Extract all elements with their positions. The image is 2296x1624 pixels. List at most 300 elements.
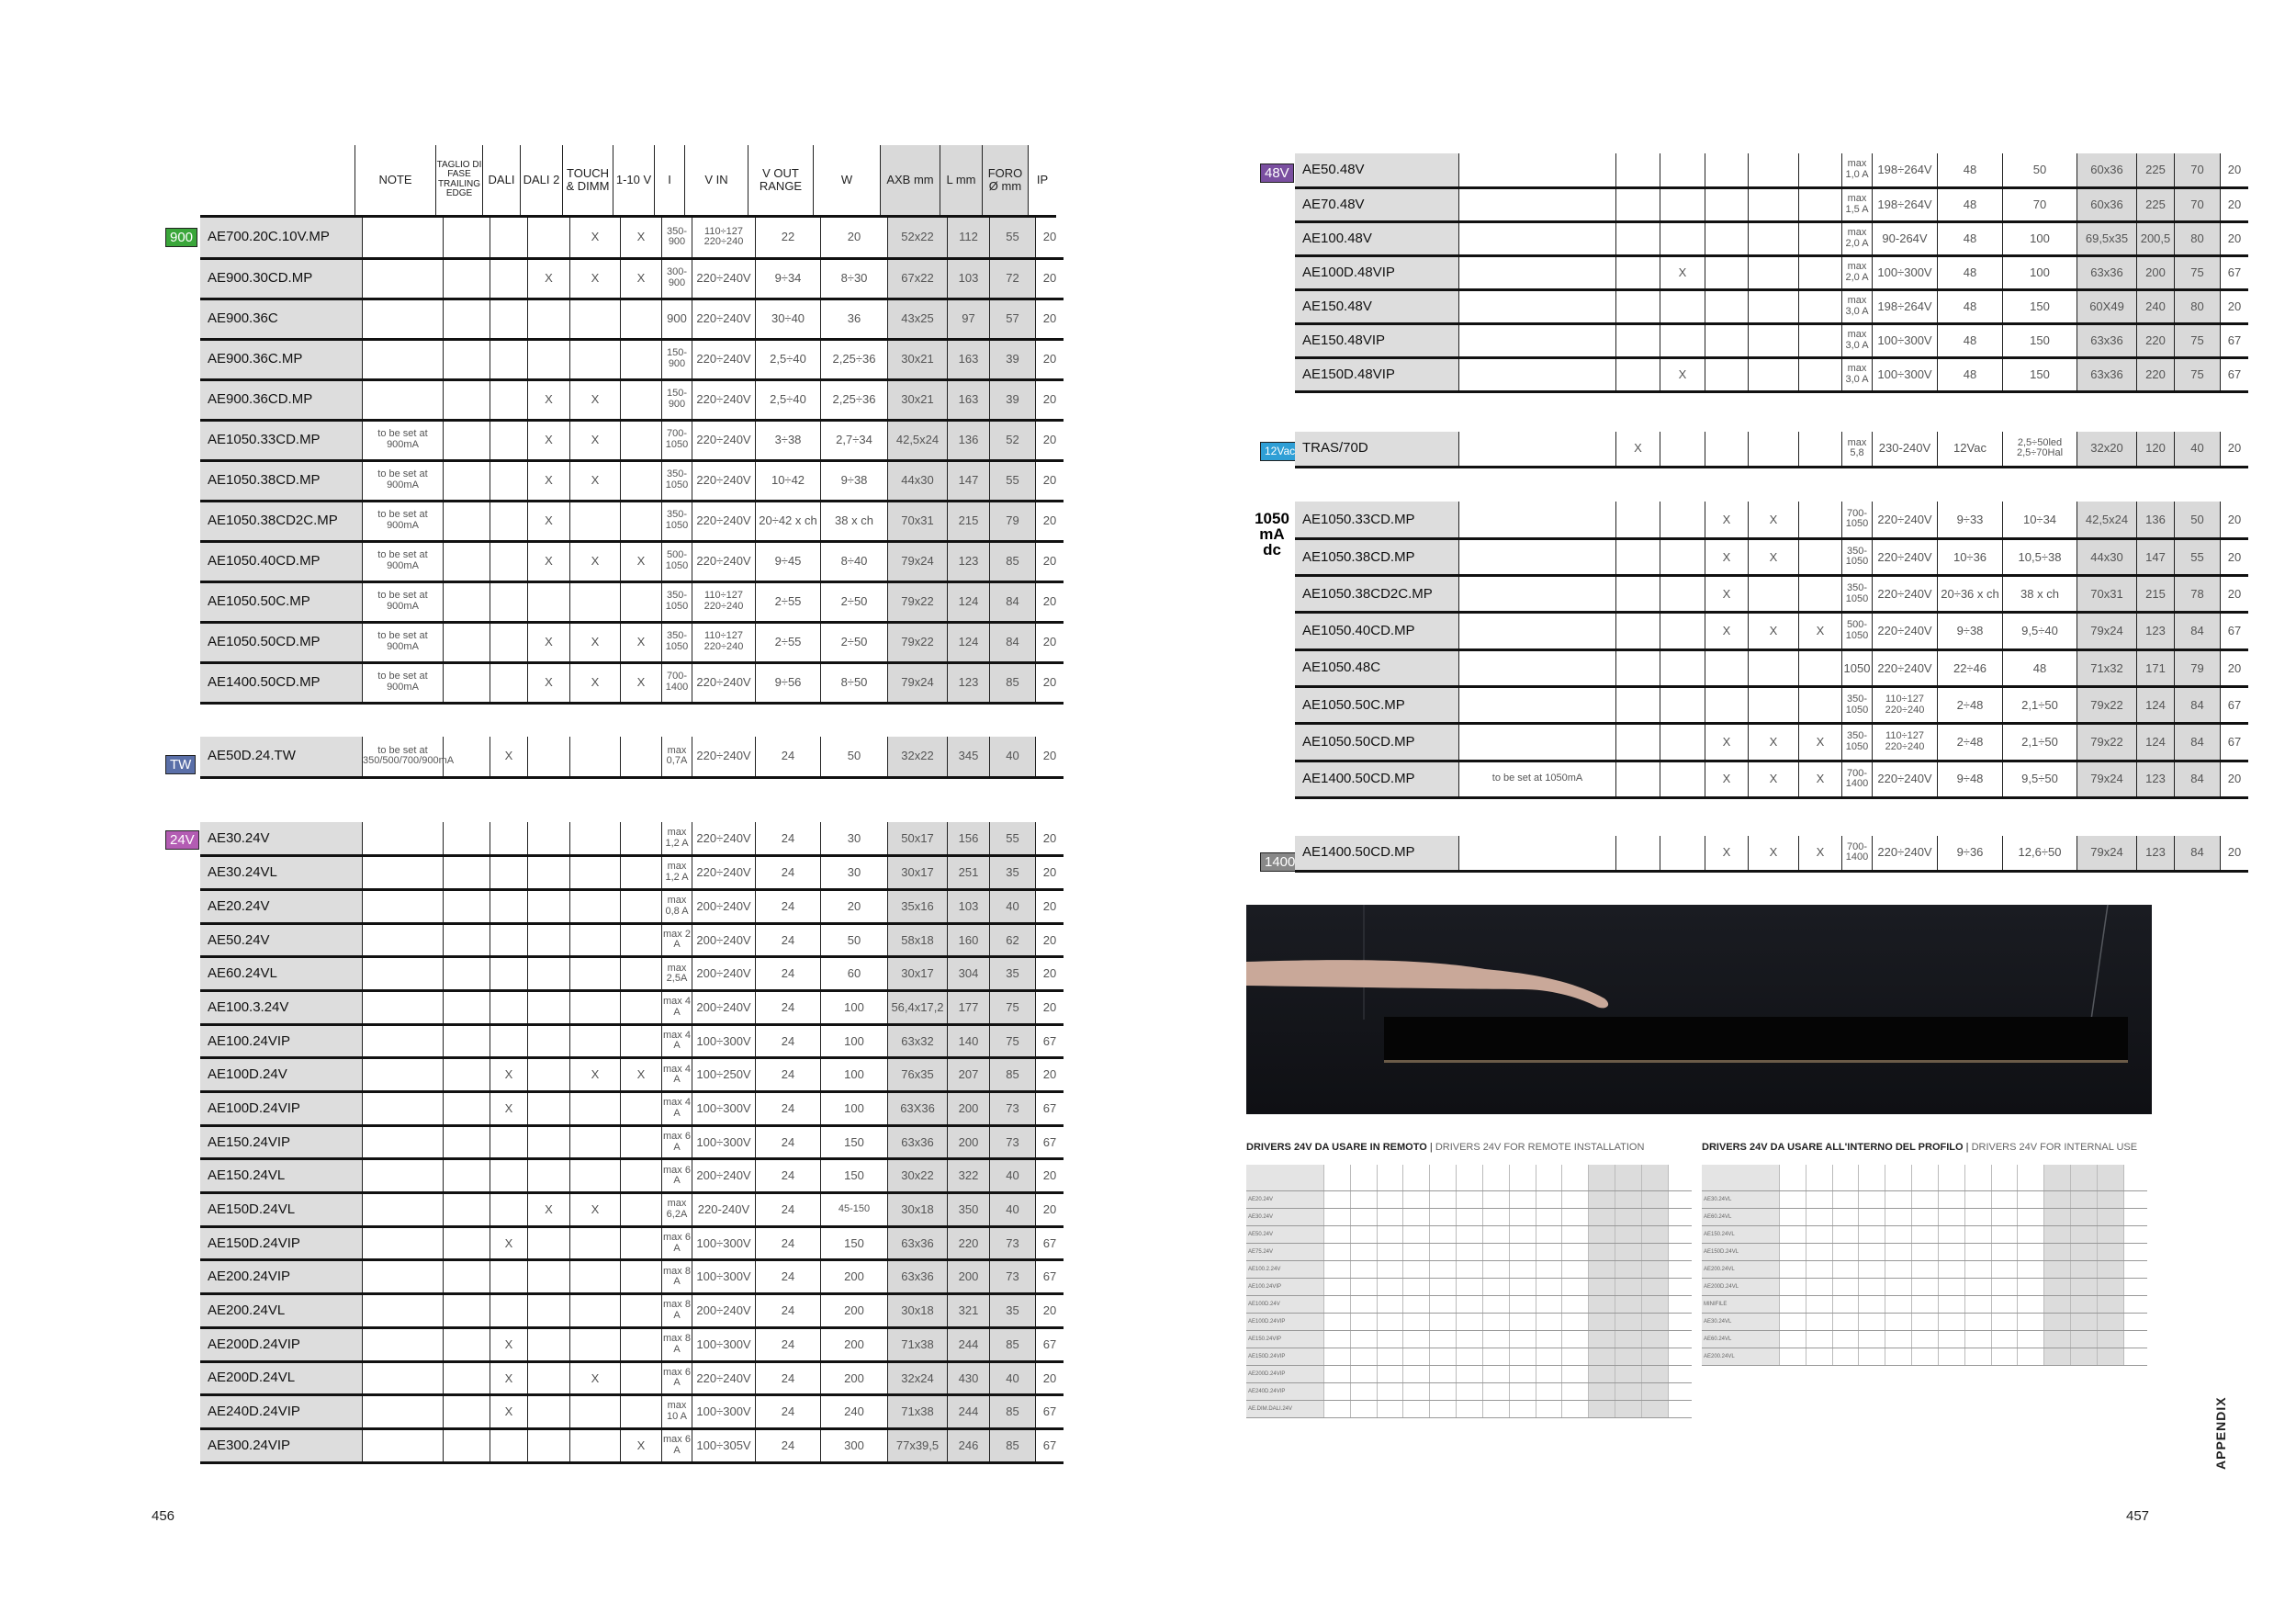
spec-cell: 8÷40 [821,541,888,581]
tag-12vac: 12Vac [1260,442,1300,461]
mini-cell [1938,1331,1964,1348]
mini-cell [1859,1244,1885,1261]
spec-cell [1749,153,1799,187]
spec-cell [490,460,528,501]
g900-row [200,420,1064,460]
spec-cell: to be set at 900mA [363,622,444,662]
spec-cell [1616,289,1660,323]
mini-cell [1615,1279,1641,1296]
spec-cell: 85 [990,662,1036,703]
spec-cell: 75 [2175,255,2221,289]
mini-cell [1324,1314,1351,1331]
mini-header-cell [1938,1165,1964,1191]
mini-cell [1403,1331,1430,1348]
right-table-1050 [1295,502,2248,799]
mini-cell [1991,1279,2018,1296]
spec-cell [621,737,662,777]
spec-cell: 350-1050 [662,622,692,662]
mini-cell [2070,1209,2097,1226]
column-header: L mm [940,145,983,216]
spec-cell: 350-900 [662,218,692,258]
spec-cell: 123 [948,662,990,703]
g24v-row [200,1058,1064,1092]
spec-cell: 40 [990,1361,1036,1395]
mini-cell [1430,1191,1457,1209]
g1050-row [1295,538,2248,575]
spec-cell [490,1024,528,1058]
spec-cell [1799,323,1842,357]
spec-cell: 67 [2221,323,2249,357]
spec-cell [1799,686,1842,723]
mini-cell [2044,1296,2071,1314]
page-number-left: 456 [152,1508,175,1524]
mini-cell [1589,1191,1615,1209]
mini-cell [1806,1314,1832,1331]
spec-cell: max 1,0 A [1842,153,1873,187]
mini-cell [2097,1348,2123,1366]
spec-cell: 20 [1036,856,1064,890]
spec-cell: 9÷48 [1938,761,2003,797]
mini-cell [1806,1331,1832,1348]
g900-row [200,339,1064,379]
spec-cell: 2÷55 [756,581,821,622]
mini-cell [1536,1296,1562,1314]
mini-header-cell [1246,1165,1324,1191]
spec-cell [1459,221,1616,255]
mini-cell [1641,1226,1668,1244]
spec-cell: X [1749,613,1799,649]
spec-cell [621,339,662,379]
spec-cell: 246 [948,1428,990,1462]
spec-cell: X [570,379,621,420]
spec-cell: 85 [990,1395,1036,1429]
mini-cell [1859,1209,1885,1226]
spec-cell [1459,357,1616,391]
spec-cell: 85 [990,541,1036,581]
spec-cell [621,856,662,890]
mini-cell [1806,1348,1832,1366]
spec-cell: 55 [990,822,1036,856]
mini-cell [1457,1261,1483,1279]
spec-cell: 24 [756,856,821,890]
spec-cell [1749,323,1799,357]
mini-cell [1964,1314,1991,1331]
mini-cell [1938,1261,1964,1279]
spec-cell: 9÷38 [1938,613,2003,649]
spec-cell [1705,187,1749,221]
spec-cell: 147 [2137,538,2175,575]
mini-product-code: AE50.24V [1246,1226,1324,1244]
product-code: AE200.24VIP [200,1260,363,1294]
product-code: AE900.30CD.MP [200,258,363,299]
mini-header-cell [1832,1165,1859,1191]
spec-cell: 200 [948,1260,990,1294]
spec-cell: 200 [821,1327,888,1361]
spec-cell [1616,724,1660,761]
spec-cell: 67 [2221,255,2249,289]
spec-cell [1705,432,1749,467]
spec-cell: 9÷56 [756,662,821,703]
spec-cell [621,1395,662,1429]
mini-cell [1668,1191,1692,1209]
spec-cell: 39 [990,339,1036,379]
mini-cell [1964,1261,1991,1279]
spec-cell: 72 [990,258,1036,299]
spec-cell [570,1092,621,1126]
product-code: AE50D.24.TW [200,737,363,777]
mini-cell [2070,1244,2097,1261]
mini-cell [1589,1366,1615,1383]
mini-cell [1350,1331,1377,1348]
spec-cell: 200 [2137,255,2175,289]
mini-cell [1885,1261,1912,1279]
mini-cell [1615,1261,1641,1279]
spec-cell [1459,187,1616,221]
spec-cell [490,299,528,339]
spec-cell: 240 [821,1395,888,1429]
spec-cell: X [1749,724,1799,761]
g24v-row [200,889,1064,923]
mini-cell [1964,1244,1991,1261]
product-code: AE1050.40CD.MP [200,541,363,581]
g12vac-row [1295,432,2248,467]
spec-cell [444,889,490,923]
mini-cell [1885,1314,1912,1331]
spec-cell: max 2,0 A [1842,255,1873,289]
spec-cell [1705,255,1749,289]
spec-cell [1799,289,1842,323]
mini-cell [1377,1348,1403,1366]
spec-cell: 220÷240V [692,420,756,460]
spec-cell [490,1260,528,1294]
spec-cell [1749,289,1799,323]
spec-cell [444,957,490,991]
spec-cell [1616,649,1660,686]
spec-cell: 75 [2175,323,2221,357]
product-code: AE20.24V [200,889,363,923]
mini-header-cell [1912,1165,1939,1191]
spec-cell: 73 [990,1125,1036,1159]
spec-cell [621,822,662,856]
spec-cell: 2÷48 [1938,724,2003,761]
spec-cell: 220÷240V [692,822,756,856]
mini-cell [1641,1209,1668,1226]
spec-cell: 84 [2175,761,2221,797]
spec-cell: X [490,737,528,777]
spec-cell [490,856,528,890]
product-code: AE200.24VL [200,1294,363,1328]
g24v-row [200,1125,1064,1159]
mini-cell [1430,1296,1457,1314]
mini-cell [1430,1244,1457,1261]
spec-cell: 100 [2003,221,2077,255]
spec-cell: 220÷240V [692,460,756,501]
spec-cell [621,923,662,957]
spec-cell [1799,538,1842,575]
spec-cell: 67x22 [888,258,948,299]
spec-cell: 35x16 [888,889,948,923]
g48v-row [1295,153,2248,187]
spec-cell [528,1058,570,1092]
mini-cell [1780,1279,1806,1296]
spec-cell: 200÷240V [692,1294,756,1328]
spec-cell [1799,502,1842,538]
mini-cell [1509,1226,1536,1244]
spec-cell: 200 [948,1125,990,1159]
spec-cell: X [1799,761,1842,797]
spec-cell: 75 [2175,357,2221,391]
mini-cell [1991,1244,2018,1261]
spec-cell: 76x35 [888,1058,948,1092]
right-table-12vac [1295,432,2248,468]
mini-product-code: AE20.24V [1246,1191,1324,1209]
spec-cell: 220-240V [692,1193,756,1227]
mini-cell [1457,1296,1483,1314]
mini-cell [1457,1401,1483,1418]
spec-cell: 84 [2175,613,2221,649]
spec-cell: 110÷127 220÷240 [692,622,756,662]
spec-cell [444,1024,490,1058]
spec-cell: 230-240V [1873,432,1938,467]
mini-header-cell [2123,1165,2147,1191]
mini-cell [1509,1401,1536,1418]
product-code: AE150.48VIP [1295,323,1459,357]
spec-cell: X [570,662,621,703]
spec-cell: 350-1050 [662,501,692,541]
mini-cell [1457,1366,1483,1383]
mini-cell [1991,1191,2018,1209]
mini-header-cell [1430,1165,1457,1191]
spec-cell [363,1260,444,1294]
appendix-label: APPENDIX [2213,1396,2228,1470]
spec-cell [490,1125,528,1159]
spec-cell [1459,686,1616,723]
mini-cell [1377,1401,1403,1418]
mini-cell [1832,1244,1859,1261]
spec-cell: 35 [990,856,1036,890]
mini-cell [1589,1261,1615,1279]
spec-cell: 220÷240V [1873,613,1938,649]
mini-cell [1885,1209,1912,1226]
mini-cell [1641,1348,1668,1366]
spec-cell: 30÷40 [756,299,821,339]
spec-cell [444,1361,490,1395]
spec-cell: 350-1050 [1842,686,1873,723]
spec-cell: 40 [990,1193,1036,1227]
spec-cell [444,541,490,581]
spec-cell: max 0,7A [662,737,692,777]
mini-cell [1832,1348,1859,1366]
spec-cell: 56,4x17,2 [888,990,948,1024]
mini-cell [1536,1383,1562,1401]
column-header: I [655,145,685,216]
product-code: AE200D.24VIP [200,1327,363,1361]
tag-48v: 48V [1260,164,1294,183]
spec-cell [528,1092,570,1126]
spec-cell: 220÷240V [692,541,756,581]
spec-cell: 150 [2003,357,2077,391]
column-header: V OUT RANGE [748,145,814,216]
spec-cell [1459,255,1616,289]
mini-cell [2123,1331,2147,1348]
mini-cell [1536,1191,1562,1209]
spec-cell: 700-1400 [662,662,692,703]
spec-cell: 150-900 [662,339,692,379]
spec-cell [528,1428,570,1462]
spec-cell: 20 [2221,187,2249,221]
mini-cell [1589,1348,1615,1366]
spec-cell [363,258,444,299]
mini-cell [1482,1279,1509,1296]
mini-cell [1324,1401,1351,1418]
column-header: AXB mm [881,145,940,216]
mini-cell [1536,1348,1562,1366]
spec-cell [444,218,490,258]
mini-cell [2044,1244,2071,1261]
spec-cell: 150 [2003,289,2077,323]
mini-cell [1536,1366,1562,1383]
spec-cell: 20 [1036,1193,1064,1227]
spec-cell: 220÷240V [1873,538,1938,575]
mini-row [1246,1383,1692,1401]
spec-cell: 100 [821,990,888,1024]
spec-cell: 430 [948,1361,990,1395]
column-header: 1-10 V [613,145,655,216]
mini-cell [2123,1348,2147,1366]
mini-product-code: AE150D.24VL [1702,1244,1780,1261]
spec-cell [1459,289,1616,323]
spec-cell [1660,538,1705,575]
spec-cell: 48 [1938,153,2003,187]
mini-header-cell [1403,1165,1430,1191]
spec-cell [1616,576,1660,613]
mini-cell [1509,1279,1536,1296]
spec-cell: 24 [756,1058,821,1092]
mini-cell [1482,1296,1509,1314]
mini-cell [1457,1383,1483,1401]
spec-cell: 198÷264V [1873,289,1938,323]
spec-cell: 20 [1036,218,1064,258]
mini-cell [1377,1261,1403,1279]
mini-cell [1964,1331,1991,1348]
mini-cell [1832,1261,1859,1279]
mini-header-cell [1964,1165,1991,1191]
spec-cell: X [621,662,662,703]
spec-cell: 220÷240V [692,299,756,339]
mini-cell [1403,1226,1430,1244]
spec-cell: 225 [2137,187,2175,221]
tag-1400: 1400 [1260,852,1300,872]
column-header: IP [1029,145,1057,216]
mini-product-code: AE200.24VL [1702,1348,1780,1366]
g900-row [200,258,1064,299]
product-code: AE1050.38CD2C.MP [1295,576,1459,613]
spec-cell: 20 [821,889,888,923]
spec-cell: X [621,1058,662,1092]
mini-cell [2044,1209,2071,1226]
spec-cell [363,1361,444,1395]
left-table-900 [200,218,1064,705]
mini-row [1246,1348,1692,1366]
mini-cell [1991,1331,2018,1348]
spec-cell: 63x32 [888,1024,948,1058]
spec-cell: 220÷240V [692,662,756,703]
spec-cell: X [1705,724,1749,761]
spec-cell: 20 [1036,299,1064,339]
spec-cell [363,218,444,258]
mini-header-cell [2044,1165,2071,1191]
mini-cell [1668,1226,1692,1244]
spec-cell [528,339,570,379]
mini-cell [1324,1348,1351,1366]
spec-cell: 350 [948,1193,990,1227]
spec-cell: max 6,2A [662,1193,692,1227]
product-photo [1246,905,2152,1114]
mini-cell [1562,1366,1589,1383]
spec-cell [570,1260,621,1294]
spec-cell: 20÷42 x ch [756,501,821,541]
mini-header-cell [1377,1165,1403,1191]
spec-cell: 220 [2137,357,2175,391]
mini-cell [1832,1279,1859,1296]
spec-cell: X [1705,576,1749,613]
spec-cell [1705,686,1749,723]
spec-cell: 42,5x24 [888,420,948,460]
mini-cell [1324,1296,1351,1314]
mini-cell [1536,1244,1562,1261]
spec-cell: to be set at 1050mA [1459,761,1616,797]
spec-cell: 42,5x24 [2077,502,2137,538]
spec-cell: 700-1400 [1842,761,1873,797]
spec-cell: 900 [662,299,692,339]
spec-cell: 200 [948,1092,990,1126]
mini-cell [2070,1331,2097,1348]
spec-cell: X [490,1092,528,1126]
spec-cell [621,1327,662,1361]
spec-cell [363,856,444,890]
spec-cell [570,501,621,541]
spec-cell: 24 [756,889,821,923]
spec-cell: 63X36 [888,1092,948,1126]
spec-cell [528,1024,570,1058]
spec-cell: 123 [948,541,990,581]
spec-cell [621,990,662,1024]
mini-cell [1403,1366,1430,1383]
mini-cell [1912,1296,1939,1314]
mini-cell [1615,1314,1641,1331]
mini-cell [1457,1279,1483,1296]
g900-row [200,662,1064,703]
mini-header-cell [2018,1165,2044,1191]
spec-cell [490,957,528,991]
spec-cell: X [1799,724,1842,761]
spec-cell [621,1193,662,1227]
spec-cell: X [1705,836,1749,871]
spec-cell: 40 [990,889,1036,923]
mini-row [1702,1296,2147,1314]
mini-cell [1964,1296,1991,1314]
mini-header-cell [1702,1165,1780,1191]
mini-cell [1589,1244,1615,1261]
mini-cell [1377,1279,1403,1296]
spec-cell: X [570,1058,621,1092]
mini-cell [2097,1314,2123,1331]
spec-cell: 55 [990,460,1036,501]
spec-cell: 32x22 [888,737,948,777]
mini-row [1246,1261,1692,1279]
mini-cell [1964,1226,1991,1244]
mini-cell [2123,1191,2147,1209]
